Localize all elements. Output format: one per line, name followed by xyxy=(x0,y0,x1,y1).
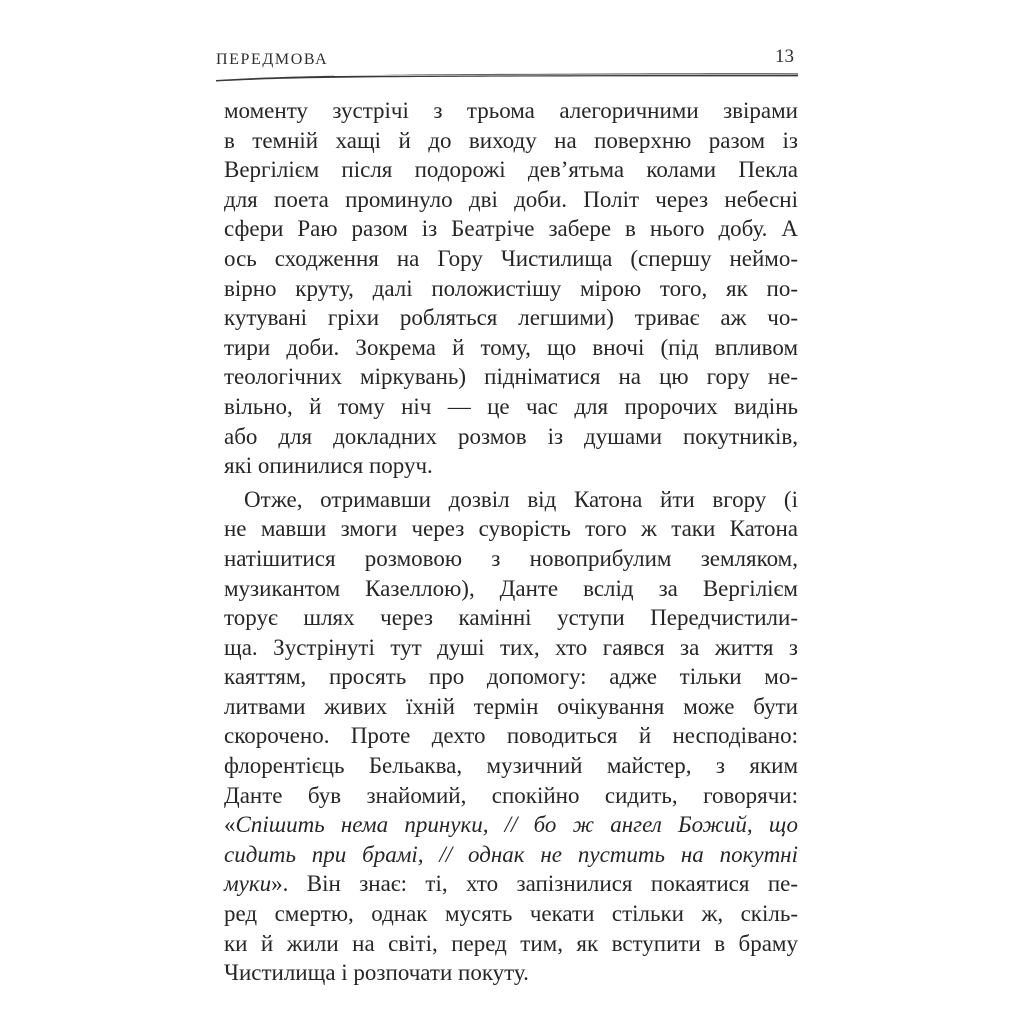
text-line: каяттям, просять про допомогу: адже тільки мо- xyxy=(224,664,798,690)
running-head xyxy=(214,40,798,80)
text-line: теологічних міркувань) підніматися на цю гору не- xyxy=(224,364,798,390)
quote-line: сидить при брамі, // однак не пустить на покутні xyxy=(224,841,798,867)
text-line: литвами живих їхній термін очікування може бути xyxy=(224,693,798,719)
paragraph-1 xyxy=(224,96,798,481)
text-line: Данте був знайомий, спокійно сидить, говорячи: xyxy=(224,782,798,808)
text-line: скорочено. Проте дехто поводиться й несподівано: xyxy=(224,723,798,749)
quote-line xyxy=(224,810,798,840)
text-line: Вергілієм після подорожі дев’ятьма колами Пекла xyxy=(224,157,798,183)
text-line: торує шлях через камінні уступи Передчистили- xyxy=(224,605,798,631)
text-line: або для докладних розмов із душами покутників, xyxy=(224,423,798,449)
text-line: не мавши змоги через суворість того ж таки Катона xyxy=(224,516,798,542)
page-number: 13 xyxy=(775,46,794,67)
text-line: вільно, й тому ніч — це час для пророчих видінь xyxy=(224,393,798,419)
text-line: ща. Зустрінуті тут душі тих, хто гаявся за життя з xyxy=(224,634,798,660)
text-line: в темній хащі й до виходу на поверхню разом із xyxy=(224,127,798,153)
text-line: ред смертю, однак мусять чекати стільки ж, скіль- xyxy=(224,901,798,927)
text-line: сфери Раю разом із Беатріче забере в нього добу. А xyxy=(224,216,798,242)
text-line: тири доби. Зокрема й тому, що вночі (під впливом xyxy=(224,334,798,360)
text-line: ось сходження на Гору Чистилища (спершу неймо- xyxy=(224,245,798,271)
text-line: флорентієць Бельаква, музичний майстер, з яким xyxy=(224,753,798,779)
header-rule xyxy=(214,72,798,82)
quote-line xyxy=(224,869,798,899)
text-line: натішитися розмовою з новоприбулим земляком, xyxy=(224,545,798,571)
text-line: музикантом Казеллою), Данте вслід за Вергілієм xyxy=(224,575,798,601)
text-line: ки й жили на світі, перед тим, як вступити в браму xyxy=(224,930,798,956)
text-line: вірно круту, далі положистішу мірою того, як по- xyxy=(224,275,798,301)
quote-text: муки xyxy=(224,871,272,897)
text-line: які опинилися поруч. xyxy=(224,453,433,479)
text-line: кутувані гріхи робляться легшими) триває аж чо- xyxy=(224,305,798,331)
body-text xyxy=(224,96,798,988)
quote-text: Спішить нема принуки, // бо ж ангел Божий, що xyxy=(235,812,798,838)
text-segment: ». Він знає: ті, хто запізнилися покаятися пе- xyxy=(271,871,798,897)
text-line: Отже, отримавши дозвіл від Катона йти вгору (і xyxy=(244,486,798,512)
paragraph-2 xyxy=(224,485,798,988)
text-line: Чистилища і розпочати покуту. xyxy=(224,960,529,986)
text-line: для поета проминуло дві доби. Політ через небесні xyxy=(224,186,798,212)
text-line: моменту зустрічі з трьома алегоричними звірами xyxy=(224,98,798,123)
quote-open-mark: « xyxy=(224,812,236,838)
section-title: ПЕРЕДМОВА xyxy=(216,51,329,68)
